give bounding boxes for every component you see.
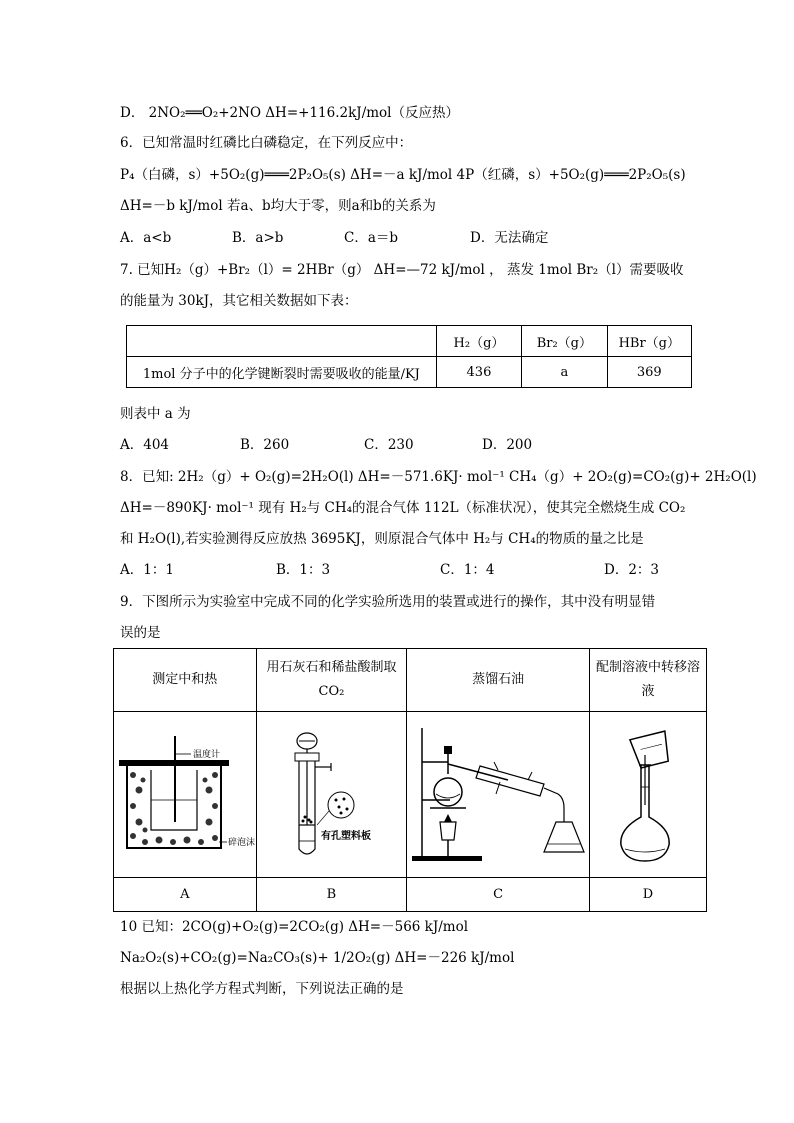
q8-option-a: A．1：1 [120, 562, 174, 578]
thermometer-label: 温度计 [192, 749, 220, 760]
q7-th-br2: Br₂（g） [522, 326, 607, 357]
q8-line3: 和 H₂O(l),若实验测得反应放热 3695KJ，则原混合气体中 H₂与 CH₄的物质的量之比是 [120, 531, 644, 547]
q8-option-c: C．1：4 [440, 562, 495, 578]
gas-generator-figure [261, 725, 401, 865]
q6-option-b: B．a>b [232, 230, 284, 246]
q8-option-b: B．1：3 [276, 562, 331, 578]
q9-stem2: 误的是 [120, 625, 161, 641]
q9-header-b: 用石灰石和稀盐酸制取 CO₂ [256, 649, 407, 712]
q7-th-h2: H₂（g） [436, 326, 521, 357]
q7-ask: 则表中 a 为 [120, 406, 191, 422]
q8-line2: ΔH=－890KJ· mol⁻¹ 现有 H₂与 CH₄的混合气体 112L（标准状况），使其完全燃烧生成 CO₂ [120, 500, 686, 516]
q7-option-d: D．200 [482, 437, 533, 453]
q9-header-a: 测定中和热 [114, 649, 257, 712]
calorimeter-figure [115, 730, 255, 860]
q7-option-c: C．230 [364, 437, 414, 453]
q8-option-d: D．2：3 [604, 562, 660, 578]
q7-td-hbr: 369 [607, 357, 691, 388]
q6-eq1: P₄（白磷，s）+5O₂(g)═══2P₂O₅(s) ΔH=－a kJ/mol 4P（红磷，s）+5O₂(g)═══2P₂O₅(s) [120, 167, 686, 183]
q9-header-d: 配制溶液中转移溶液 [589, 649, 706, 712]
q7-stem1: 7. 已知H₂（g）+Br₂（l）= 2HBr（g） ΔH=—72 kJ/mol ， 蒸发 1mol Br₂（l）需要吸收 [120, 262, 684, 278]
q9-label-d: D [589, 878, 706, 912]
q6-option-c: C．a＝b [344, 230, 399, 246]
q7-th-hbr: HBr（g） [607, 326, 691, 357]
q5-option-d: D． 2NO₂══O₂+2NO ΔH=+116.2kJ/mol（反应热） [120, 105, 459, 121]
q6-eq2: ΔH=－b kJ/mol 若a、b均大于零，则a和b的关系为 [120, 198, 436, 214]
q7-option-b: B．260 [240, 437, 290, 453]
q7-th-blank [127, 326, 437, 357]
q7-table [126, 325, 692, 388]
q9-image-a [114, 712, 257, 878]
q9-label-c: C [407, 878, 590, 912]
q10-line3: 根据以上热化学方程式判断，下列说法正确的是 [120, 981, 404, 997]
q8-line1: 8．已知: 2H₂（g）+ O₂(g)=2H₂O(l) ΔH=－571.6KJ· mol⁻¹ CH₄（g）+ 2O₂(g)=CO₂(g)+ 2H₂O(l) [120, 469, 757, 485]
q6-option-d: D．无法确定 [470, 230, 549, 246]
q8-options [120, 561, 720, 579]
q10-line1: 10 已知：2CO(g)+O₂(g)=2CO₂(g) ΔH=－566 kJ/mol [120, 919, 469, 935]
q6-stem: 6．已知常温时红磷比白磷稳定，在下列反应中： [120, 135, 413, 151]
q7-option-a: A．404 [120, 437, 170, 453]
perforated-plate-label: 有孔塑料板 [321, 830, 372, 842]
q9-stem1: 9．下图所示为实验室中完成不同的化学实验所选用的装置或进行的操作，其中没有明显错 [120, 594, 656, 610]
q10-line2: Na₂O₂(s)+CO₂(g)=Na₂CO₃(s)+ 1/2O₂(g) ΔH=－226 kJ/mol [120, 950, 515, 966]
q9-label-b: B [256, 878, 407, 912]
q7-td-label: 1mol 分子中的化学键断裂时需要吸收的能量/KJ [127, 357, 437, 388]
q7-td-br2: a [522, 357, 607, 388]
foam-label: 碎泡沫 [227, 837, 255, 848]
q6-option-a: A．a<b [120, 230, 172, 246]
distillation-figure [408, 722, 588, 867]
q6-options [120, 229, 720, 247]
q7-stem2: 的能量为 30kJ，其它相关数据如下表： [120, 293, 358, 309]
q9-header-c: 蒸馏石油 [407, 649, 590, 712]
volumetric-flask-figure [593, 725, 703, 865]
q9-image-c [407, 712, 590, 878]
q9-image-d [589, 712, 706, 878]
q9-table [113, 648, 707, 912]
q9-label-a: A [114, 878, 257, 912]
q7-td-h2: 436 [436, 357, 521, 388]
q7-options [120, 436, 720, 454]
q9-image-b [256, 712, 407, 878]
